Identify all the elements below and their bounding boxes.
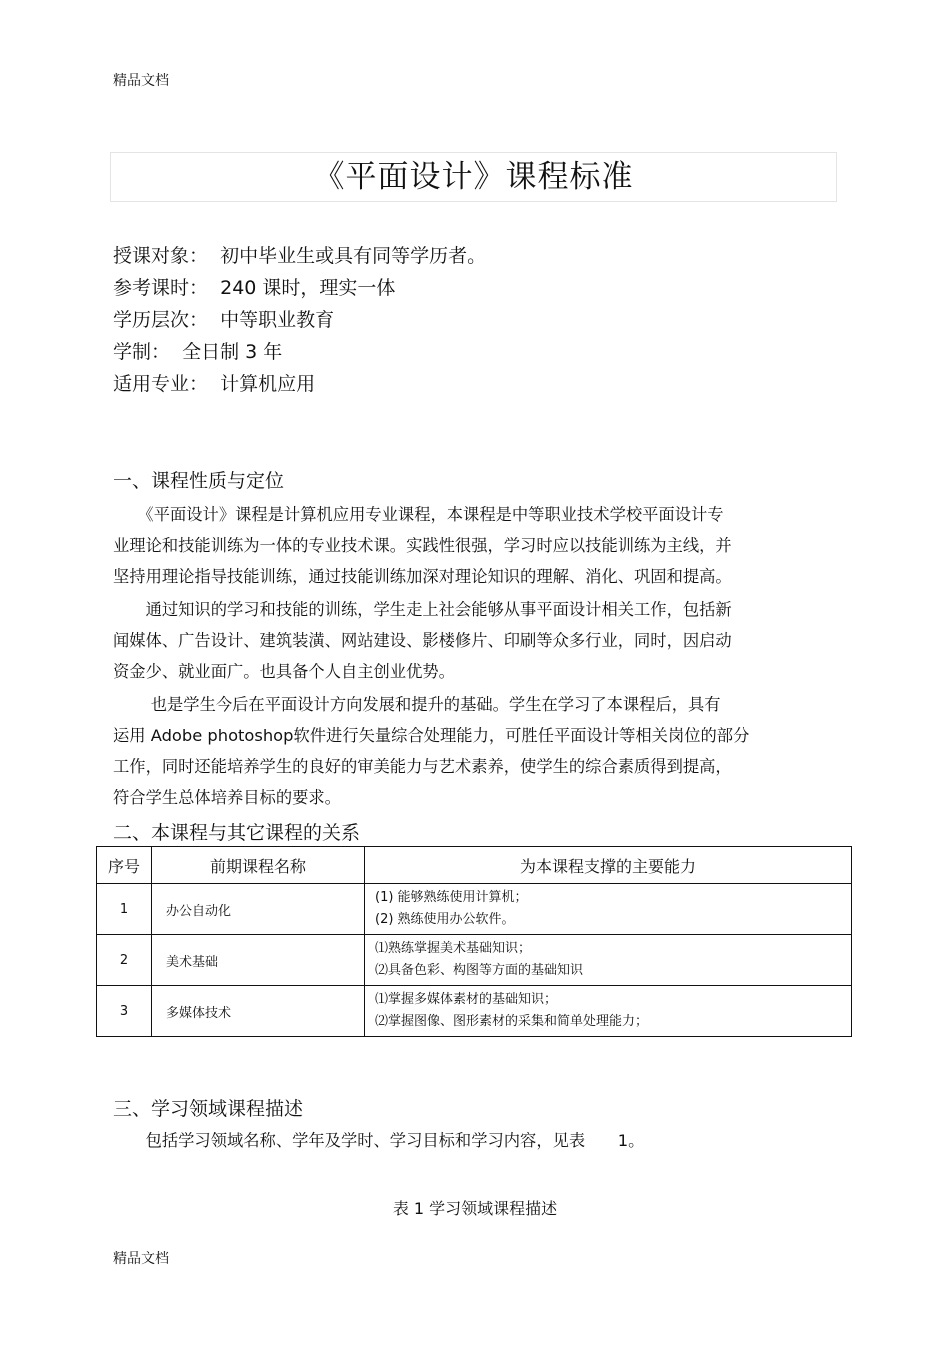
ability-line: ⑵掌握图像、图形素材的采集和简单处理能力； [375,1014,649,1029]
text-line: 《平面设计》课程是计算机应用专业课程，本课程是中等职业技术学校平面设计专 [113,505,724,524]
ability-line: ⑴掌握多媒体素材的基础知识； [375,992,558,1007]
table-header-row [97,847,852,884]
text-line: 也是学生今后在平面设计方向发展和提升的基础。学生在学习了本课程后，具有 [113,695,721,714]
table-caption: 表 1 学习领域课程描述 [392,1199,558,1218]
section1-paragraph-2 [113,594,803,687]
table-row [97,986,852,1037]
column-header: 前期课程名称 [152,847,365,884]
table-row [97,884,852,935]
meta-label: 学制： [113,341,171,363]
meta-value: 中等职业教育 [220,309,335,331]
header-watermark: 精品文档 [113,73,169,89]
course-name: 办公自动化 [152,884,365,935]
section-heading-2: 二、本课程与其它课程的关系 [113,822,361,844]
text-line: 业理论和技能训练为一体的专业技术课。实践性很强，学习时应以技能训练为主线，并 [113,536,732,555]
column-header: 为本课程支撑的主要能力 [365,847,852,884]
course-meta [113,240,486,400]
meta-value: 计算机应用 [220,373,316,395]
text-line: 包括学习领域名称、学年及学时、学习目标和学习内容，见表 1。 [113,1131,645,1150]
column-header: 序号 [97,847,152,884]
table-row [97,935,852,986]
meta-label: 授课对象： [113,245,209,267]
meta-label: 参考课时： [113,277,209,299]
section1-paragraph-3 [113,689,803,813]
meta-value: 240 课时，理实一体 [220,277,396,299]
meta-audience [113,240,486,272]
meta-value: 初中毕业生或具有同等学历者。 [220,245,487,267]
text-line: 工作，同时还能培养学生的良好的审美能力与艺术素养，使学生的综合素质得到提高， [113,757,732,776]
text-line: 符合学生总体培养目标的要求。 [113,788,341,807]
section1-paragraph-1 [113,499,803,592]
course-name: 多媒体技术 [152,986,365,1037]
page-title: 《平面设计》课程标准 [110,152,837,202]
meta-level [113,304,486,336]
meta-duration [113,336,486,368]
section-heading-1: 一、课程性质与定位 [113,470,285,492]
ability-line: (2) 熟练使用办公软件。 [375,912,515,927]
text-line: 闻媒体、广告设计、建筑装潢、网站建设、影楼修片、印刷等众多行业，同时，因启动 [113,631,732,650]
ability-line: (1) 能够熟练使用计算机； [375,890,528,905]
meta-value: 全日制 3 年 [182,341,283,363]
row-number: 1 [97,884,152,935]
footer-watermark: 精品文档 [113,1251,169,1267]
course-relation-table [96,846,852,1037]
ability-line: ⑵具备色彩、构图等方面的基础知识 [375,963,584,978]
course-name: 美术基础 [152,935,365,986]
meta-hours [113,272,486,304]
section3-paragraph [113,1125,803,1156]
abilities-cell [365,884,852,935]
text-line: 资金少、就业面广。也具备个人自主创业优势。 [113,662,455,681]
abilities-cell [365,935,852,986]
meta-label: 适用专业： [113,373,209,395]
text-line: 坚持用理论指导技能训练，通过技能训练加深对理论知识的理解、消化、巩固和提高。 [113,567,732,586]
abilities-cell [365,986,852,1037]
meta-label: 学历层次： [113,309,209,331]
row-number: 3 [97,986,152,1037]
row-number: 2 [97,935,152,986]
text-line: 运用 Adobe photoshop软件进行矢量综合处理能力，可胜任平面设计等相关岗位的部分 [113,726,750,745]
section-heading-3: 三、学习领域课程描述 [113,1098,304,1120]
ability-line: ⑴熟练掌握美术基础知识； [375,941,532,956]
text-line: 通过知识的学习和技能的训练，学生走上社会能够从事平面设计相关工作，包括新 [113,600,732,619]
meta-major [113,368,486,400]
